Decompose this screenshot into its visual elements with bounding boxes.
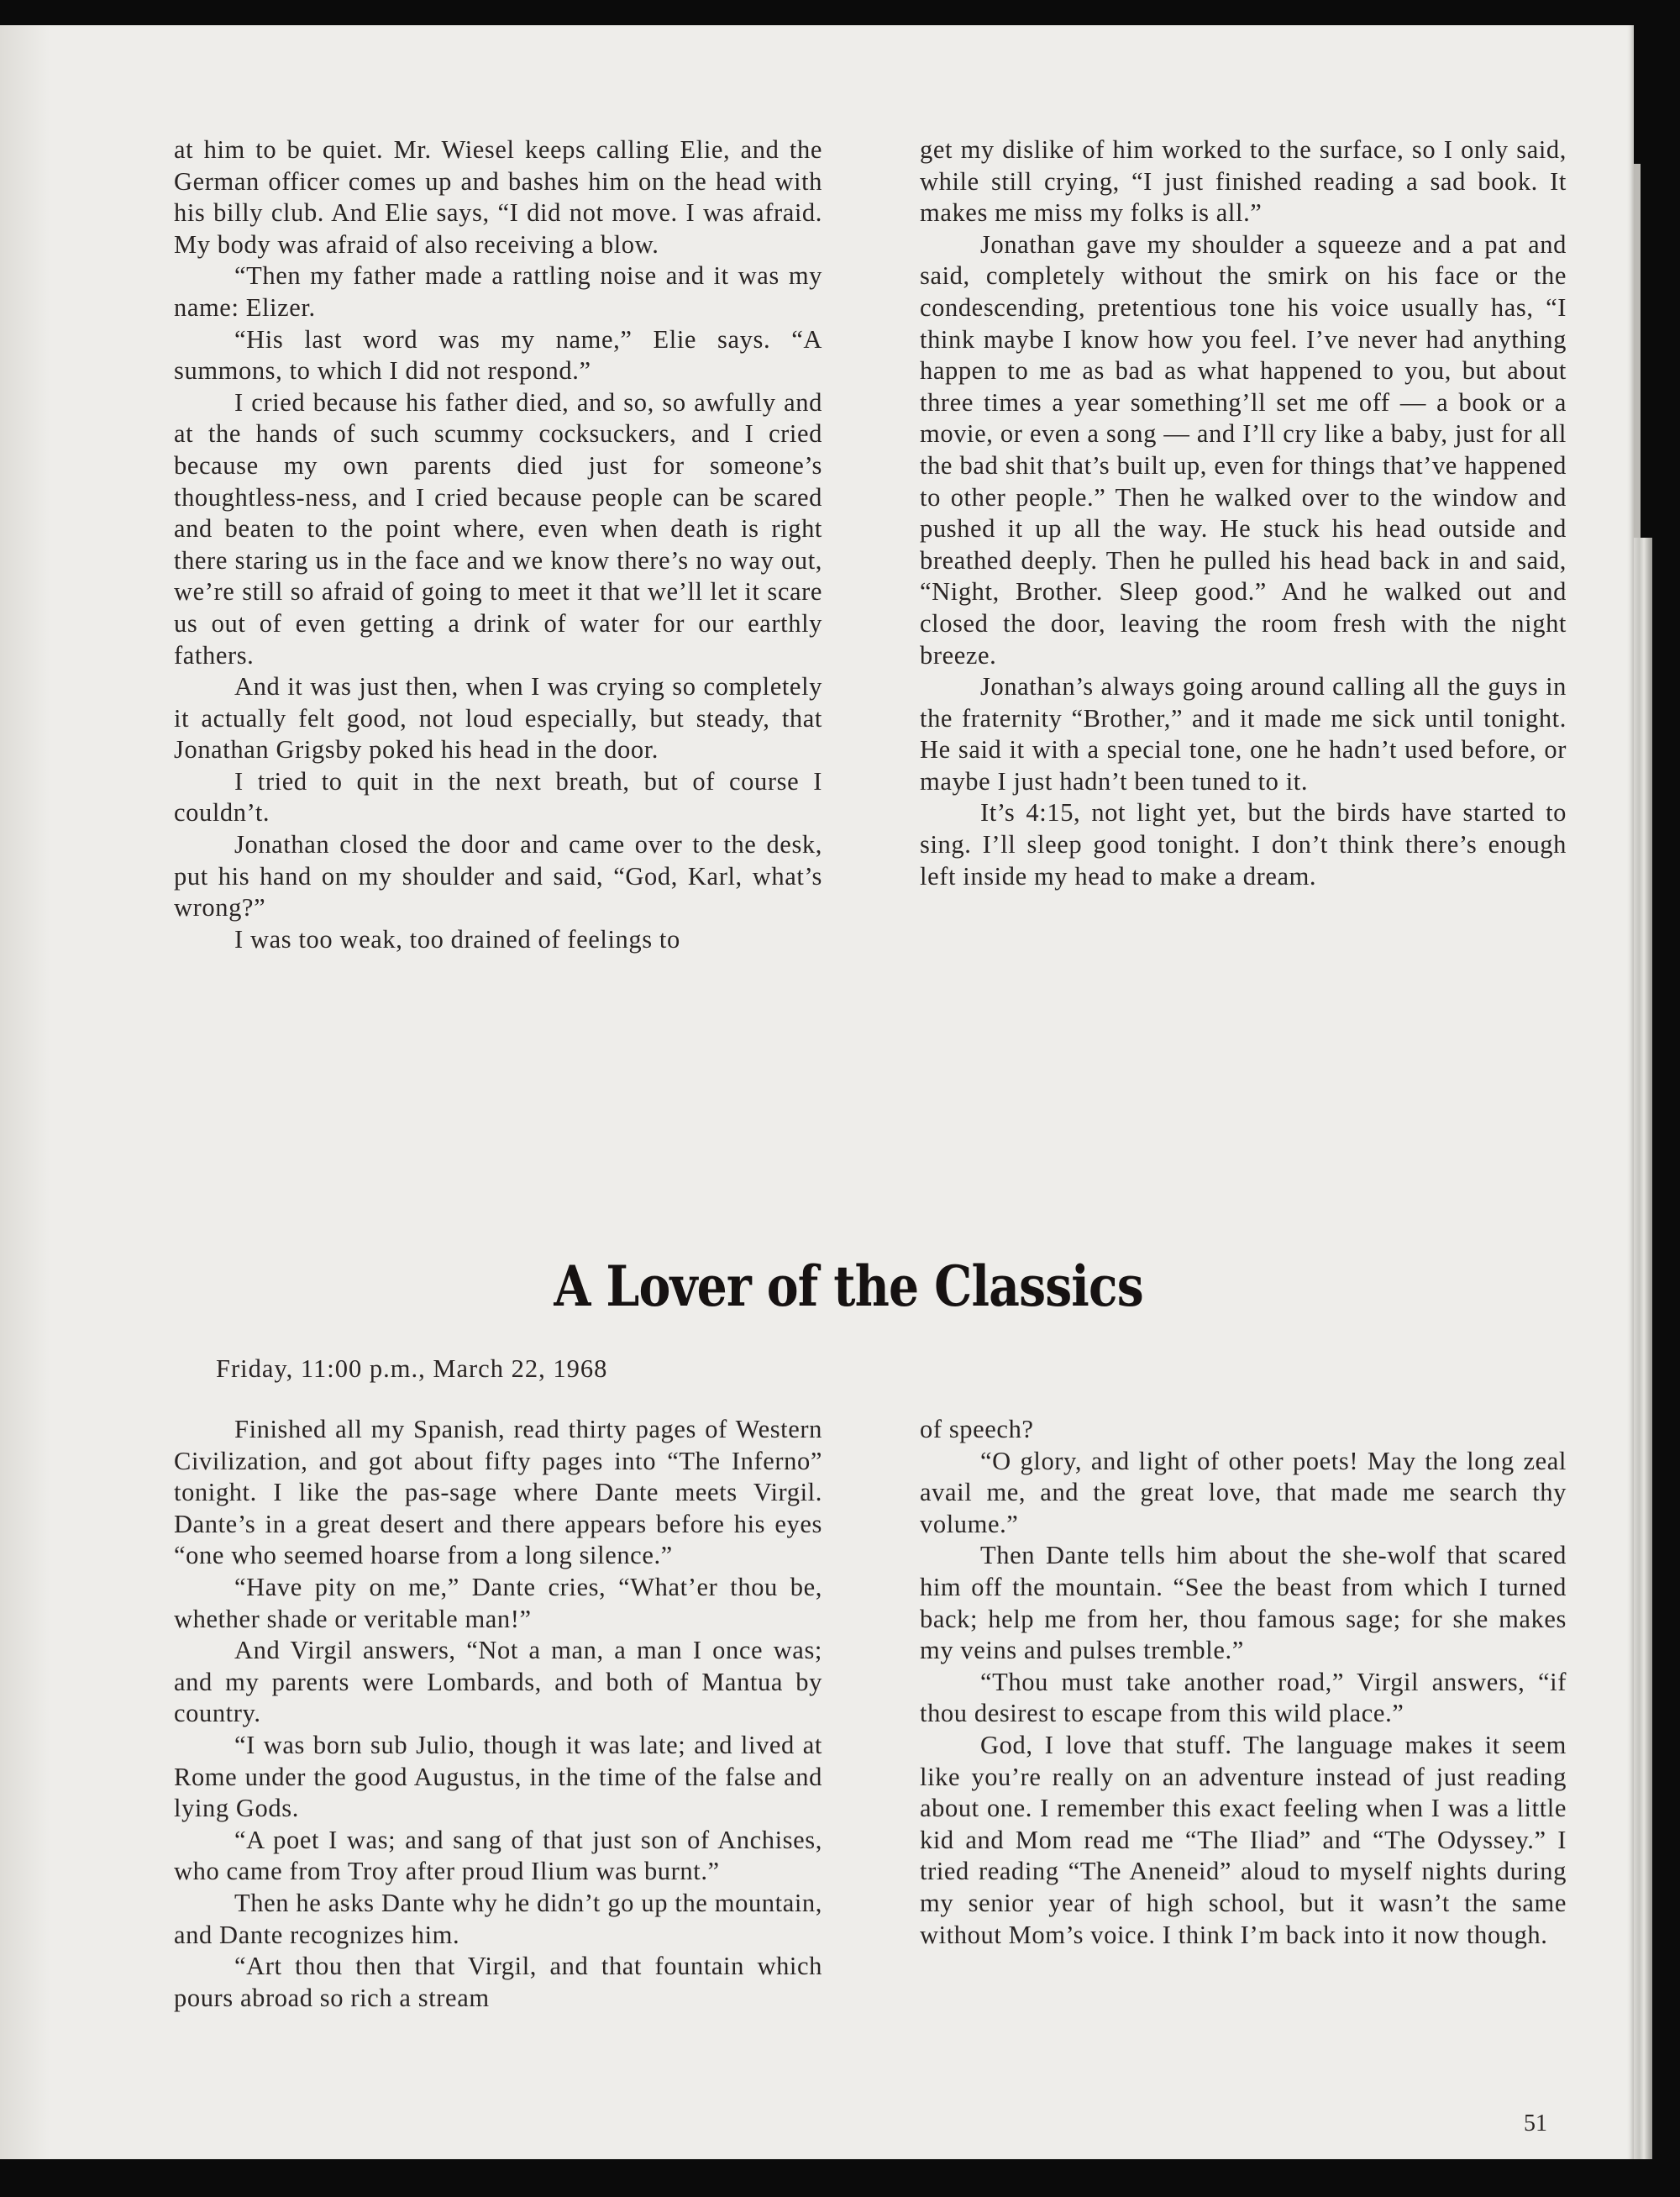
article-title: A Lover of the Classics [554, 1254, 1143, 1319]
spine-shadow [0, 25, 50, 2159]
paragraph: I tried to quit in the next breath, but of course I couldn’t. [174, 766, 822, 828]
paragraph: “His last word was my name,” Elie says. “A summons, to which I did not respond.” [174, 324, 822, 386]
previous-piece-left-column [174, 134, 822, 955]
paragraph: And Virgil answers, “Not a man, a man I once was; and my parents were Lombards, and both of Mantua by country. [174, 1636, 822, 1728]
paragraph: I cried because his father died, and so, so awfully and at the hands of such scummy cocksuckers, and I cried because my own parents died just for someone’s thoughtless-ness, and I cried because people can be scared and beaten to the point where, even when death is right there staring us in the face and we know there’s no way out, we’re still so afraid of going to meet it that we’ll let it scare us out of even getting a drink of water for our earthly fathers. [174, 387, 822, 670]
page-edge [1634, 164, 1641, 538]
paragraph: at him to be quiet. Mr. Wiesel keeps calling Elie, and the German officer comes up and bashes him on the head with his billy club. And Elie says, “I did not move. I was afraid. My body was afraid of also receiving a blow. [174, 135, 822, 259]
previous-piece-right-column [920, 134, 1567, 892]
paragraph: “Then my father made a rattling noise and it was my name: Elizer. [174, 261, 822, 322]
paragraph: Jonathan’s always going around calling all the guys in the fraternity “Brother,” and it made me sick until tonight. He said it with a special tone, one he hadn’t used before, or maybe I just hadn’t been tuned to it. [920, 672, 1567, 796]
paragraph: Finished all my Spanish, read thirty pages of Western Civilization, and got about fifty pages into “The Inferno” tonight. I like the pas-sage where Dante meets Virgil. Dante’s in a great desert and there appears before his eyes “one who seemed hoarse from a long silence.” [174, 1415, 822, 1570]
article-right-column [920, 1414, 1567, 1951]
paragraph: “Art thou then that Virgil, and that fountain which pours abroad so rich a stream [174, 1952, 822, 2012]
paragraph: I was too weak, too drained of feelings to [234, 924, 680, 954]
paragraph: get my dislike of him worked to the surface, so I only said, while still crying, “I just finished reading a sad book. It makes me miss my folks is all.” [920, 135, 1567, 228]
paragraph: “I was born sub Julio, though it was late; and lived at Rome under the good Augustus, in the time of the false and lying Gods. [174, 1730, 822, 1823]
article-dateline: Friday, 11:00 p.m., March 22, 1968 [216, 1354, 608, 1383]
paragraph: of speech? [920, 1415, 1034, 1443]
page-number: 51 [1524, 2110, 1547, 2137]
paragraph: Then Dante tells him about the she-wolf that scared him off the mountain. “See the beast from which I turned back; help me from her, thou famous sage; for she makes my veins and pulses tremble.” [920, 1541, 1567, 1665]
paragraph: “Have pity on me,” Dante cries, “What’er thou be, whether shade or veritable man!” [174, 1572, 822, 1633]
paragraph: And it was just then, when I was crying so completely it actually felt good, not loud especially, but steady, that Jonathan Grigsby poked his head in the door. [174, 672, 822, 765]
page-stack-edge [1634, 538, 1652, 2159]
paragraph: “A poet I was; and sang of that just son of Anchises, who came from Troy after proud Ilium was burnt.” [174, 1825, 822, 1886]
paragraph: Jonathan closed the door and came over to the desk, put his hand on my shoulder and said, “God, Karl, what’s wrong?” [174, 830, 822, 922]
paragraph: “O glory, and light of other poets! May the long zeal avail me, and the great love, that made me search thy volume.” [920, 1446, 1567, 1538]
paragraph: Jonathan gave my shoulder a squeeze and a pat and said, completely without the smirk on his face or the condescending, pretentious tone his voice usually has, “I think maybe I know how you feel. I’ve never had anything happen to me as bad as what happened to you, but about three times a year something’ll set me off — a book or a movie, or even a song — and I’ll cry like a baby, just for all the bad shit that’s built up, even for things that’ve happened to other people.” Then he walked over to the window and pushed it up all the way. He stuck his head outside and breathed deeply. Then he pulled his head back in and said, “Night, Brother. Sleep good.” And he walked out and closed the door, leaving the room fresh with the night breeze. [920, 229, 1567, 670]
paragraph: “Thou must take another road,” Virgil answers, “if thou desirest to escape from this wild place.” [920, 1667, 1567, 1728]
paragraph: Then he asks Dante why he didn’t go up the mountain, and Dante recognizes him. [174, 1888, 822, 1949]
paragraph: God, I love that stuff. The language makes it seem like you’re really on an adventure instead of just reading about one. I remember this exact feeling when I was a little kid and Mom read me “The Iliad” and “The Odyssey.” I tried reading “The Aneneid” aloud to myself nights during my senior year of high school, but it wasn’t the same without Mom’s voice. I think I’m back into it now though. [920, 1730, 1567, 1949]
paragraph: It’s 4:15, not light yet, but the birds have started to sing. I’ll sleep good tonight. I don’t think there’s enough left inside my head to make a dream. [920, 798, 1567, 891]
article-left-column [174, 1414, 822, 2014]
